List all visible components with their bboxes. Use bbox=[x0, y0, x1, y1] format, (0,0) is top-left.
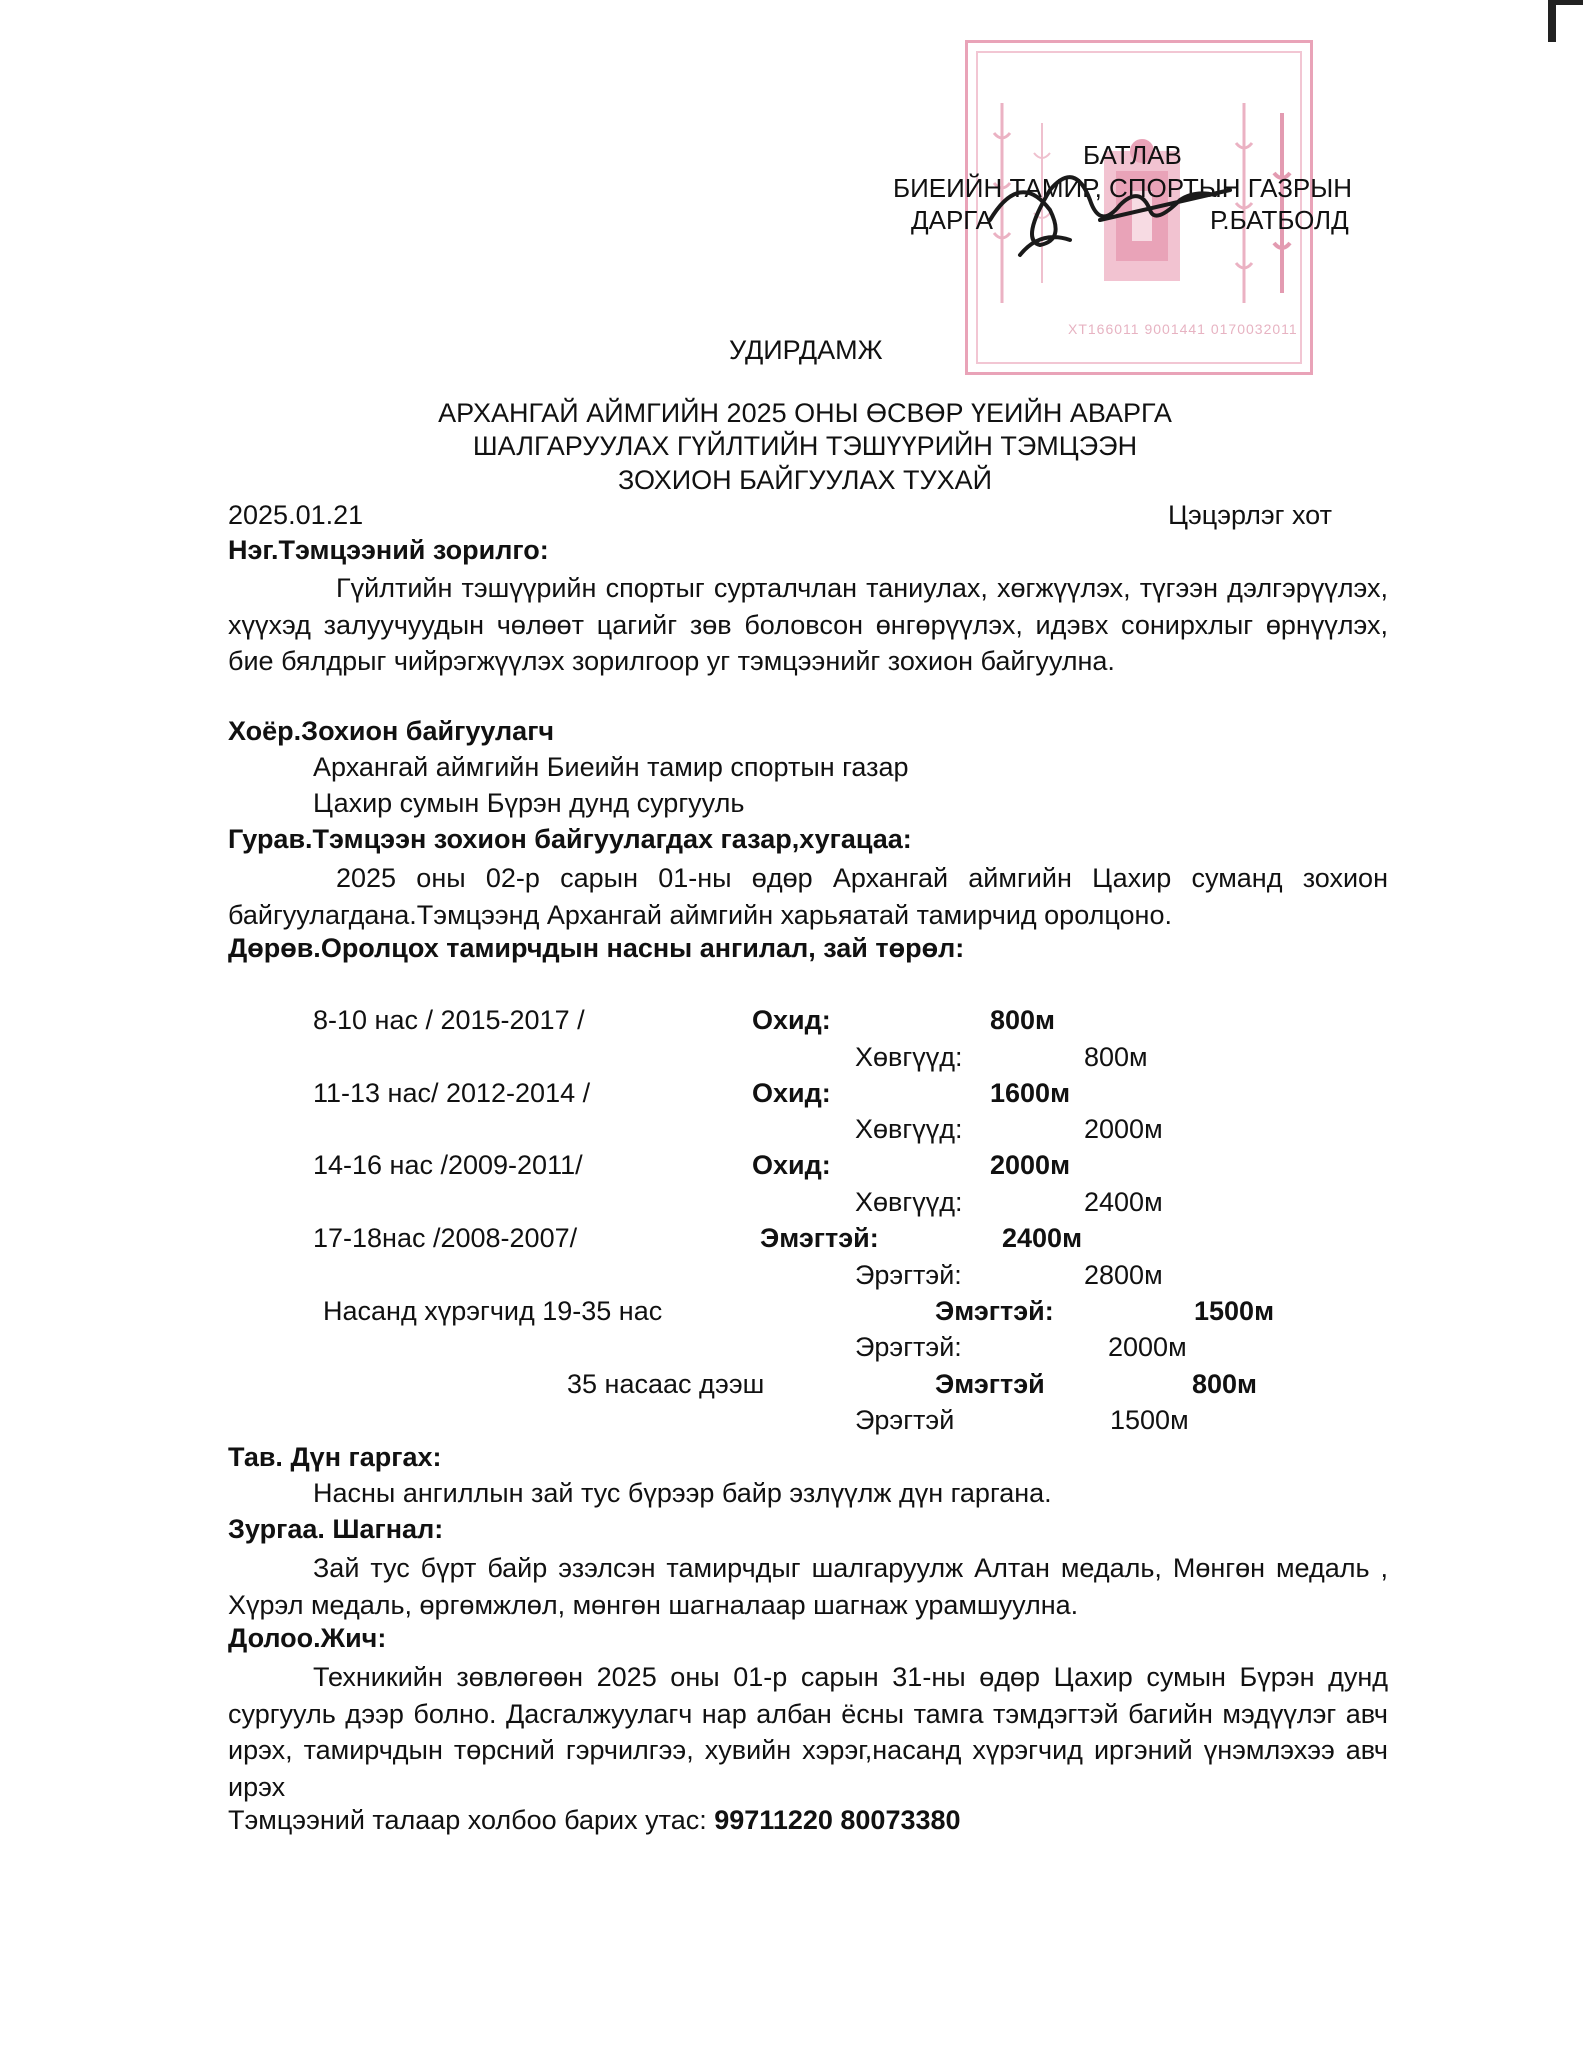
category-group1-label: Охид: bbox=[752, 1078, 831, 1108]
contact-label: Тэмцээний талаар холбоо барих утас: bbox=[228, 1805, 707, 1835]
category-group1-label: Эмэгтэй bbox=[935, 1369, 1045, 1399]
category-group1-label: Эмэгтэй: bbox=[760, 1223, 879, 1253]
section-6-heading: Зургаа. Шагнал: bbox=[228, 1514, 444, 1544]
handwritten-signature bbox=[980, 150, 1240, 270]
doc-type: УДИРДАМЖ bbox=[729, 335, 883, 365]
document-date: 2025.01.21 bbox=[228, 500, 364, 530]
section-7-heading: Долоо.Жич: bbox=[228, 1623, 387, 1653]
contact-line bbox=[228, 1805, 961, 1836]
approval-heading: БАТЛАВ bbox=[1083, 140, 1182, 170]
category-group1-distance: 1600м bbox=[990, 1078, 1071, 1108]
category-group1-distance: 2000м bbox=[990, 1150, 1071, 1180]
title-line-1: АРХАНГАЙ АЙМГИЙН 2025 ОНЫ ӨСВӨР ҮЕИЙН АВАРГА bbox=[438, 398, 1172, 428]
section-2-heading: Хоёр.Зохион байгуулагч bbox=[228, 716, 555, 746]
category-age: 35 насаас дээш bbox=[567, 1369, 765, 1399]
organizer-1: Архангай аймгийн Биеийн тамир спортын газар bbox=[313, 752, 909, 782]
category-group2-distance: 2800м bbox=[1084, 1260, 1163, 1290]
category-group2-label: Эрэгтэй: bbox=[855, 1332, 962, 1362]
section-3-text: 2025 оны 02-р сарын 01-ны өдөр Архангай аймгийн Цахир суманд зохион байгуулагдана.Тэмцээнд Архангай аймгийн харьяатай тамирчид оролцоно. bbox=[228, 863, 1388, 930]
category-group2-distance: 2400м bbox=[1084, 1187, 1163, 1217]
contact-phone-numbers: 99711220 80073380 bbox=[714, 1805, 961, 1835]
document-place: Цэцэрлэг хот bbox=[1168, 500, 1332, 530]
category-group2-label: Хөвгүүд: bbox=[855, 1187, 963, 1217]
category-group2-distance: 800м bbox=[1084, 1042, 1148, 1072]
category-age: 14-16 нас /2009-2011/ bbox=[313, 1150, 583, 1180]
scan-corner-mark bbox=[1548, 0, 1583, 42]
category-group1-distance: 800м bbox=[1192, 1369, 1258, 1399]
category-group2-distance: 2000м bbox=[1108, 1332, 1187, 1362]
stamp-code: XT166011 9001441 0170032011 bbox=[1068, 321, 1298, 337]
category-group2-label: Хөвгүүд: bbox=[855, 1114, 963, 1144]
category-group2-label: Хөвгүүд: bbox=[855, 1042, 963, 1072]
category-age: 11-13 нас/ 2012-2014 / bbox=[313, 1078, 591, 1108]
category-age: Насанд хүрэгчид 19-35 нас bbox=[323, 1296, 663, 1326]
title-line-3: ЗОХИОН БАЙГУУЛАХ ТУХАЙ bbox=[617, 465, 993, 495]
section-3-heading: Гурав.Тэмцээн зохион байгуулагдах газар,хугацаа: bbox=[228, 824, 912, 854]
section-5-text: Насны ангиллын зай тус бүрээр байр эзлүүлж дүн гаргана. bbox=[313, 1478, 1052, 1508]
category-group1-distance: 1500м bbox=[1194, 1296, 1275, 1326]
section-1-text: Гүйлтийн тэшүүрийн спортыг сурталчлан таниулах, хөгжүүлэх, түгээн дэлгэрүүлэх, хүүхэд залуучуудын чөлөөт цагийг зөв боловсон өнгөрүүлэх, идэвх сонирхлыг өрнүүлэх, бие бялдрыг чийрэгжүүлэх зорилгоор уг тэмцээнийг зохион байгуулна. bbox=[228, 573, 1388, 676]
section-1-heading: Нэг.Тэмцээний зорилго: bbox=[228, 535, 549, 565]
approval-line1: БИЕИЙН ТАМИР, СПОРТЫН ГАЗРЫН bbox=[893, 173, 1353, 203]
category-group2-distance: 1500м bbox=[1110, 1405, 1189, 1435]
category-group1-distance: 2400м bbox=[1002, 1223, 1083, 1253]
category-group1-distance: 800м bbox=[990, 1005, 1056, 1035]
category-age: 8-10 нас / 2015-2017 / bbox=[313, 1005, 585, 1035]
section-7-text: Техникийн зөвлөгөөн 2025 оны 01-р сарын 31-ны өдөр Цахир сумын Бүрэн дунд сургууль дээр болно. Дасгалжуулагч нар албан ёсны тамга тэмдэгтэй багийн мэдүүлэг авч ирэх, тамирчдын төрсний гэрчилгээ, хувийн хэрэг,насанд хүрэгчид иргэний үнэмлэхээ авч ирэх bbox=[228, 1662, 1388, 1802]
category-group2-distance: 2000м bbox=[1084, 1114, 1163, 1144]
category-group1-label: Охид: bbox=[752, 1150, 831, 1180]
approval-line2-left: ДАРГА bbox=[911, 205, 993, 235]
category-group1-label: Охид: bbox=[752, 1005, 831, 1035]
title-line-2: ШАЛГАРУУЛАХ ГҮЙЛТИЙН ТЭШҮҮРИЙН ТЭМЦЭЭН bbox=[472, 431, 1138, 461]
category-age: 17-18нас /2008-2007/ bbox=[313, 1223, 578, 1253]
section-4-heading: Дөрөв.Оролцох тамирчдын насны ангилал, зай төрөл: bbox=[228, 933, 965, 963]
section-5-heading: Тав. Дүн гаргах: bbox=[228, 1442, 442, 1472]
section-6-text: Зай тус бүрт байр эзэлсэн тамирчдыг шалгаруулж Алтан медаль, Мөнгөн медаль , Хүрэл медаль, өргөмжлөл, мөнгөн шагналаар шагнаж урамшуулна. bbox=[228, 1553, 1388, 1620]
category-group2-label: Эрэгтэй: bbox=[855, 1260, 962, 1290]
category-group2-label: Эрэгтэй bbox=[855, 1405, 955, 1435]
approval-line2-right: Р.БАТБОЛД bbox=[1210, 205, 1349, 235]
category-group1-label: Эмэгтэй: bbox=[935, 1296, 1054, 1326]
organizer-2: Цахир сумын Бүрэн дунд сургууль bbox=[313, 788, 745, 818]
